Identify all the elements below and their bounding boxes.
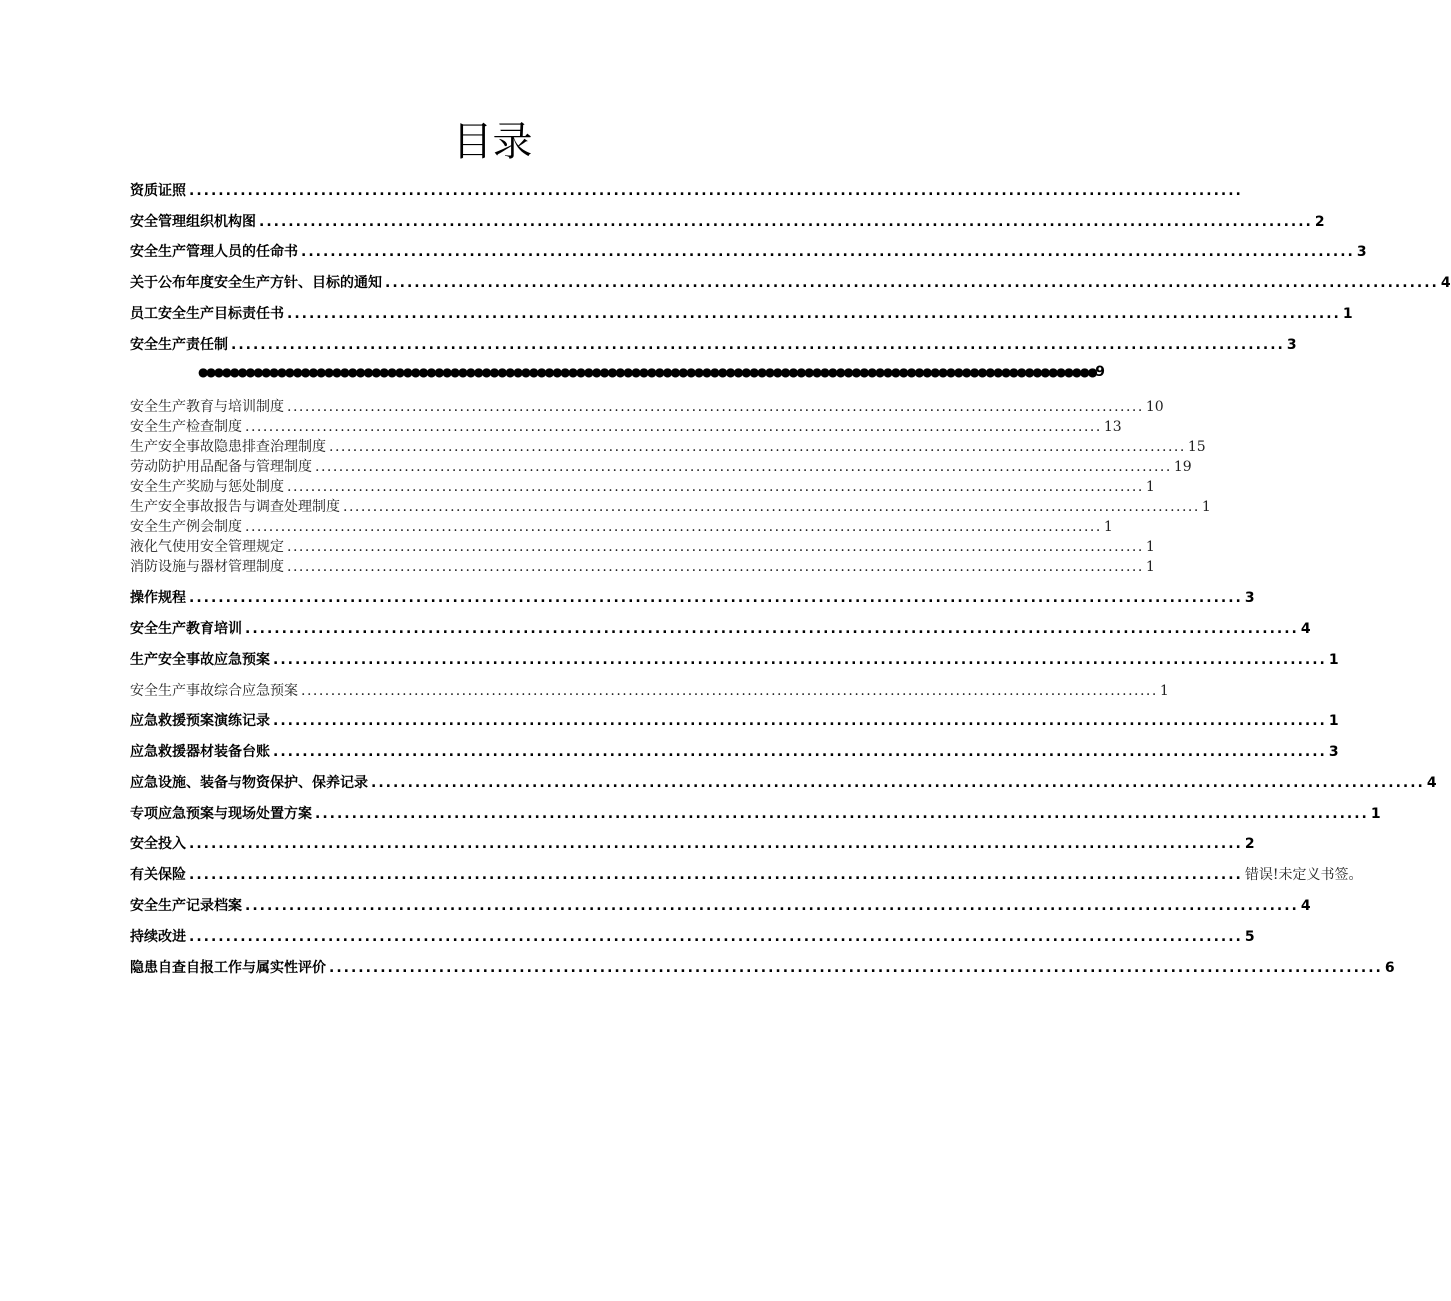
toc-leader: ................................................................................................................................................ [287,306,1341,322]
toc-leader: ................................................................................................................................................ [245,419,1102,435]
toc-page-number: 3 [1244,590,1255,606]
toc-entry[interactable] [130,556,1155,576]
toc-page-number: 1 [1145,479,1155,495]
toc-entry[interactable] [130,436,1206,456]
toc-page-number: 4 [1440,275,1451,291]
toc-page-number: 6 [1384,960,1395,976]
toc-entry-label: 液化气使用安全管理规定 [130,539,284,555]
toc-entry-label: 关于公布年度安全生产方针、目标的通知 [130,275,382,291]
toc-page-number: 4 [1300,621,1311,637]
toc-entry[interactable] [130,957,1395,977]
toc-entry-label: 安全生产管理人员的任命书 [130,244,298,260]
toc-page-number: 1 [1145,539,1155,555]
toc-page-number: 15 [1187,439,1206,455]
toc-leader: ................................................................................................................................................ [259,214,1313,230]
toc-leader: ................................................................................................................................................ [329,960,1383,976]
toc-entry-label: 安全投入 [130,836,186,852]
toc-entry-label: 持续改进 [130,929,186,945]
toc-page-number: 4 [1300,898,1311,914]
toc-page-number: 4 [1426,775,1437,791]
toc-entry[interactable] [130,496,1211,516]
toc-entry-label: 安全生产例会制度 [130,519,242,535]
toc-page-number: 1 [1103,519,1113,535]
toc-entry[interactable] [130,741,1339,761]
toc-page-number: 2 [1314,214,1325,230]
page-title: 目录 [452,119,533,165]
toc-entry-label: 安全生产检查制度 [130,419,242,435]
toc-leader: ................................................................................................................................................ [287,399,1144,415]
toc-leader: ................................................................................................................................................ [287,559,1144,575]
toc-leader: ................................................................................................................................................ [189,183,1243,199]
toc-page-number: 9 [1095,364,1106,380]
toc-leader: ................................................................................................................................................ [385,275,1439,291]
toc-entry[interactable] [130,272,1451,292]
toc-leader: ................................................................................................................................................ [287,539,1144,555]
toc-leader: ................................................................................................................................................ [245,519,1102,535]
toc-page-number: 3 [1328,744,1339,760]
toc-entry[interactable] [130,241,1367,261]
toc-leader: ................................................................................................................................................ [371,775,1425,791]
toc-entry-label: 隐患自查自报工作与属实性评价 [130,960,326,976]
toc-entry-label: 有关保险 [130,867,186,883]
toc-entry[interactable] [130,772,1437,792]
toc-heavy-leader: ●●●●●●●●●●●●●●●●●●●●●●●●●●●●●●●●●●●●●●●●●●●●●●●●●●●●●●●●●●●●●●●●●●●●●●●●●●●●●●●●●●●●●●●●●●●●●●●●●●●●●●●●●●●●●●●●●● [198,365,1096,379]
toc-leader: ................................................................................................................................................ [301,244,1355,260]
toc-leader: ................................................................................................................................................ [245,621,1299,637]
toc-entry[interactable] [130,536,1155,556]
toc-leader: ................................................................................................................................................ [189,867,1243,883]
toc-leader: ................................................................................................................................................ [301,683,1158,699]
toc-entry[interactable] [130,456,1192,476]
toc-entry[interactable] [130,649,1339,669]
toc-page-number-error: 错误!未定义书签。 [1244,867,1363,883]
toc-entry[interactable] [130,803,1381,823]
toc-leader: ................................................................................................................................................ [245,898,1299,914]
toc-leader: ................................................................................................................................................ [273,744,1327,760]
toc-entry-label: 安全生产记录档案 [130,898,242,914]
toc-page-number: 2 [1244,836,1255,852]
toc-entry[interactable] [130,864,1363,884]
toc-leader: ................................................................................................................................................ [273,713,1327,729]
toc-entry-unlabeled[interactable] [198,364,1105,380]
toc-entry-label: 安全生产教育与培训制度 [130,399,284,415]
toc-page-number: 1 [1145,559,1155,575]
toc-leader: ................................................................................................................................................ [315,459,1172,475]
toc-entry-label: 劳动防护用品配备与管理制度 [130,459,312,475]
toc-entry[interactable] [130,211,1325,231]
toc-page-number: 1 [1342,306,1353,322]
toc-entry-label: 生产安全事故隐患排查治理制度 [130,439,326,455]
toc-page-number: 10 [1145,399,1164,415]
toc-leader: ................................................................................................................................................ [287,479,1144,495]
toc-leader: ................................................................................................................................................ [315,806,1369,822]
toc-entry[interactable] [130,833,1255,853]
toc-leader: ................................................................................................................................................ [329,439,1186,455]
toc-leader: ................................................................................................................................................ [189,590,1243,606]
toc-entry-label: 资质证照 [130,183,186,199]
toc-page-number: 5 [1244,929,1255,945]
toc-entry[interactable] [130,476,1155,496]
toc-entry-label: 安全生产责任制 [130,337,228,353]
toc-page-number: 1 [1201,499,1211,515]
toc-entry-label: 专项应急预案与现场处置方案 [130,806,312,822]
toc-entry[interactable] [130,180,1243,200]
toc-entry-label: 应急设施、装备与物资保护、保养记录 [130,775,368,791]
toc-entry-label: 消防设施与器材管理制度 [130,559,284,575]
toc-page-number: 19 [1173,459,1192,475]
toc-entry[interactable] [130,334,1297,354]
toc-entry-label: 生产安全事故报告与调查处理制度 [130,499,340,515]
toc-entry[interactable] [130,618,1311,638]
toc-page-number: 3 [1286,337,1297,353]
toc-entry-label: 安全生产奖励与惩处制度 [130,479,284,495]
toc-page-number: 3 [1356,244,1367,260]
toc-page-number: 1 [1328,652,1339,668]
toc-entry-label: 应急救援器材装备台账 [130,744,270,760]
toc-entry-label: 应急救援预案演练记录 [130,713,270,729]
toc-entry[interactable] [130,710,1339,730]
toc-entry-label: 安全生产事故综合应急预案 [130,683,298,699]
toc-entry[interactable] [130,396,1164,416]
toc-entry[interactable] [130,895,1311,915]
toc-entry[interactable] [130,303,1353,323]
toc-leader: ................................................................................................................................................ [273,652,1327,668]
toc-entry-label: 生产安全事故应急预案 [130,652,270,668]
toc-page-number: 1 [1370,806,1381,822]
toc-page-number: 13 [1103,419,1122,435]
toc-entry-label: 操作规程 [130,590,186,606]
toc-leader: ................................................................................................................................................ [189,929,1243,945]
toc-leader: ................................................................................................................................................ [343,499,1200,515]
toc-entry[interactable] [130,416,1122,436]
toc-entry-label: 安全管理组织机构图 [130,214,256,230]
toc-page-number: 1 [1159,683,1169,699]
toc-entry[interactable] [130,680,1169,700]
toc-leader: ................................................................................................................................................ [189,836,1243,852]
toc-entry[interactable] [130,516,1113,536]
toc-entry-label: 安全生产教育培训 [130,621,242,637]
toc-entry-label: 员工安全生产目标责任书 [130,306,284,322]
toc-entry[interactable] [130,926,1255,946]
toc-page-number: 1 [1328,713,1339,729]
toc-entry[interactable] [130,587,1255,607]
toc-leader: ................................................................................................................................................ [231,337,1285,353]
